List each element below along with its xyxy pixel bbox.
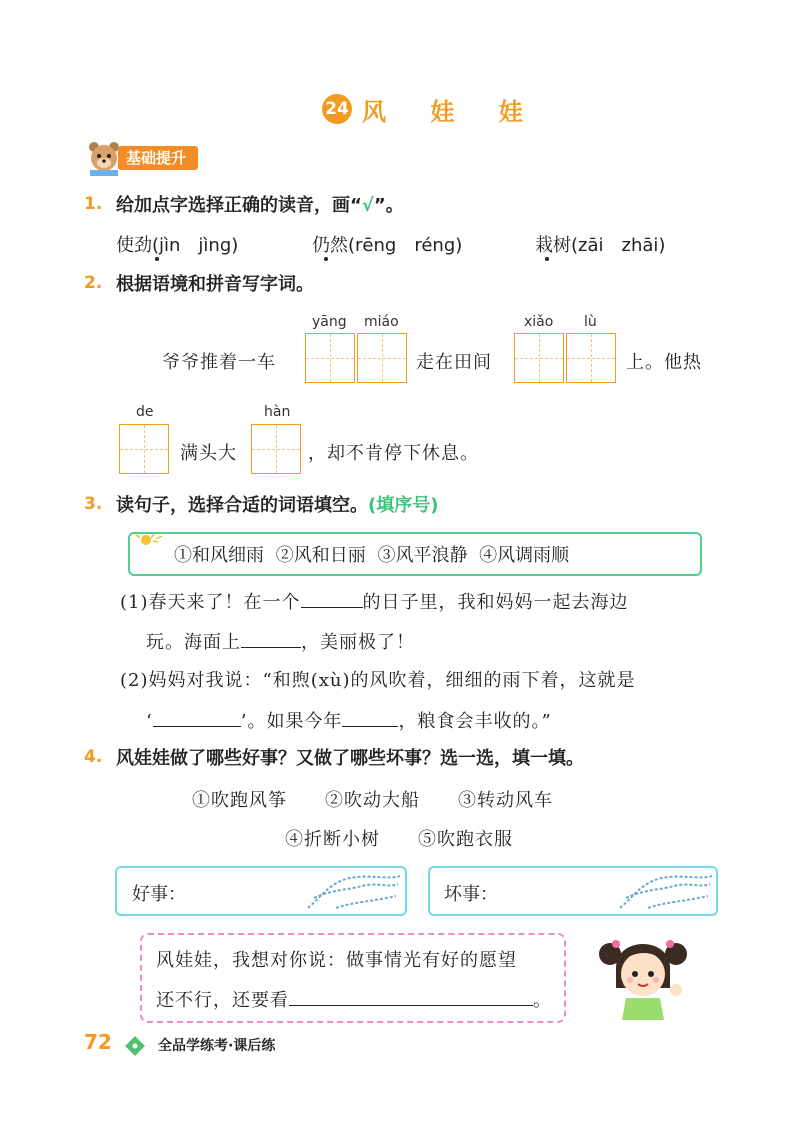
q1-word: 栽树 <box>535 235 571 256</box>
answer-blank[interactable] <box>301 589 363 608</box>
q3-s2-part: ，粮食会丰收的。” <box>398 711 552 732</box>
q4-choices-row: ①吹跑风筝 ②吹动大船 ③转动风车 <box>192 790 553 811</box>
page-number: 72 <box>84 1030 112 1054</box>
q1-item <box>312 231 462 257</box>
bad-deeds-label: 坏事： <box>444 884 498 905</box>
question-number: 4. <box>84 747 103 767</box>
write-box[interactable] <box>119 424 169 474</box>
pinyin-label: yāng <box>312 314 347 330</box>
sparkle-icon <box>134 532 168 552</box>
pinyin-label: miáo <box>364 314 399 330</box>
q2-sentence-part: ，却不肯停下休息。 <box>308 443 479 464</box>
write-box[interactable] <box>514 333 564 383</box>
book-name: 全品学练考 <box>158 1038 228 1054</box>
pinyin-label: de <box>136 404 154 420</box>
wind-swirl-icon <box>612 868 716 914</box>
q2-sentence-part: 上。他热 <box>626 352 702 373</box>
book-subtitle: ·课后练 <box>228 1038 276 1054</box>
question-number: 3. <box>84 494 103 514</box>
q1-options: (rēng réng) <box>348 235 463 256</box>
section-banner: 基础提升 <box>118 146 198 170</box>
pinyin-label: xiǎo <box>524 314 554 330</box>
bubble-line: 风娃娃，我想对你说：做事情光有好的愿望 <box>156 950 517 971</box>
q3-s2-part: ’。如果今年 <box>240 711 343 732</box>
lesson-title: 风 娃 娃 <box>362 98 541 126</box>
wind-swirl-icon <box>300 868 404 914</box>
girl-character-icon <box>594 928 692 1020</box>
q3-s1-part: 的日子里，我和妈妈一起去海边 <box>362 592 629 613</box>
diamond-icon <box>124 1035 146 1057</box>
q1-options: (jìn jìng) <box>152 235 239 256</box>
bubble-line <box>156 986 552 1012</box>
emphasis-dot <box>545 257 549 261</box>
q1-options: (zāi zhāi) <box>571 235 666 256</box>
good-deeds-label: 好事： <box>132 884 186 905</box>
question-1-text <box>116 191 404 217</box>
answer-blank[interactable] <box>289 987 533 1006</box>
question-number: 2. <box>84 273 103 293</box>
q1-word: 使劲 <box>116 235 152 256</box>
write-box[interactable] <box>566 333 616 383</box>
book-title <box>158 1035 275 1055</box>
bubble-text: 还不行，还要看 <box>156 990 289 1011</box>
pinyin-label: hàn <box>264 404 291 420</box>
q2-sentence-part: 爷爷推着一车 <box>162 352 276 373</box>
word-options: ①和风细雨 ②风和日丽 ③风平浪静 ④风调雨顺 <box>174 545 570 566</box>
q3-text: 读句子，选择合适的词语填空。 <box>116 495 368 516</box>
answer-blank[interactable] <box>342 708 398 727</box>
write-box[interactable] <box>305 333 355 383</box>
answer-blank[interactable] <box>241 629 301 648</box>
q3-sentence-2-cont <box>146 707 552 733</box>
q3-s2-part: ‘ <box>146 711 153 732</box>
q1-item <box>535 231 665 257</box>
emphasis-dot <box>155 257 159 261</box>
q1-word: 仍然 <box>312 235 348 256</box>
q3-hint: (填序号) <box>368 495 439 516</box>
q3-sentence-1 <box>120 588 629 614</box>
checkmark-icon: √ <box>361 195 374 216</box>
q3-s1-part: 玩。海面上 <box>146 632 241 653</box>
q1-text-before: 给加点字选择正确的读音，画“ <box>116 195 362 216</box>
q1-text-after: ”。 <box>373 195 404 216</box>
q1-item <box>116 231 238 257</box>
q4-choices-row: ④折断小树 ⑤吹跑衣服 <box>285 829 513 850</box>
write-box[interactable] <box>251 424 301 474</box>
q2-sentence-part: 走在田间 <box>416 352 492 373</box>
emphasis-dot <box>324 257 328 261</box>
question-number: 1. <box>84 194 103 214</box>
lesson-number-badge: 24 <box>322 94 352 124</box>
bubble-period: 。 <box>533 990 552 1011</box>
q3-sentence-2: (2)妈妈对我说：“和煦(xù)的风吹着，细细的雨下着，这就是 <box>120 670 636 691</box>
question-2-text: 根据语境和拼音写字词。 <box>116 274 314 295</box>
question-4-text: 风娃娃做了哪些好事？又做了哪些坏事？选一选，填一填。 <box>116 748 584 769</box>
question-3-text <box>116 491 438 517</box>
q3-s1-part: ，美丽极了！ <box>301 632 415 653</box>
answer-blank[interactable] <box>153 708 241 727</box>
q3-s1-part: (1)春天来了！在一个 <box>120 592 301 613</box>
q2-sentence-part: 满头大 <box>180 443 237 464</box>
write-box[interactable] <box>357 333 407 383</box>
pinyin-label: lù <box>584 314 597 330</box>
q3-sentence-1-cont <box>146 628 415 654</box>
